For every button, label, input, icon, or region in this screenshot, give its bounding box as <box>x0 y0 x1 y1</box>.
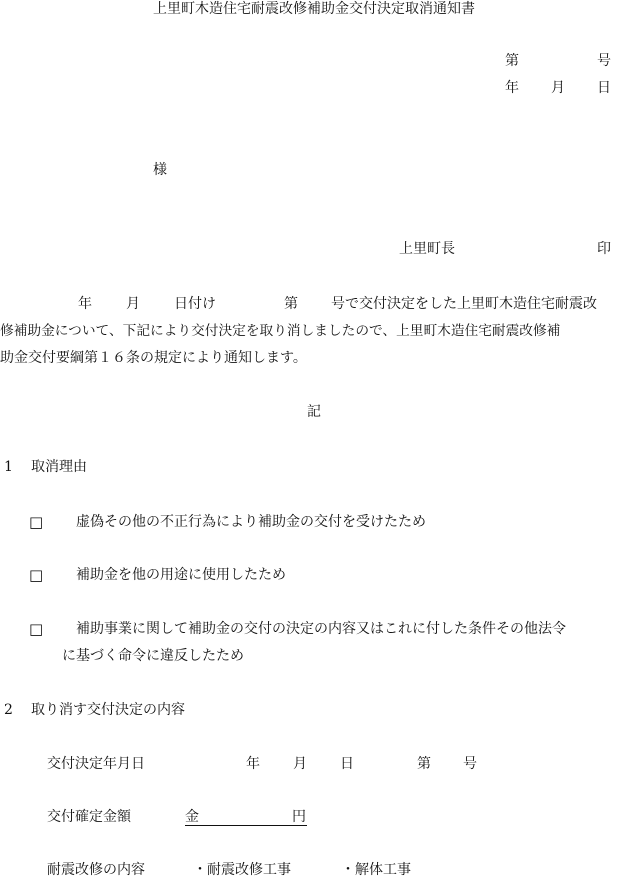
reason3-continuation: に基づく命令に違反したため <box>62 648 244 664</box>
amount-prefix: 金 <box>185 809 199 825</box>
header-date-year: 年 <box>505 80 519 96</box>
document-title: 上里町木造住宅耐震改修補助金交付決定取消通知書 <box>153 1 475 17</box>
header-number-prefix: 第 <box>505 53 519 69</box>
reason3-checkbox[interactable]: □ <box>29 620 44 638</box>
addressee-suffix: 様 <box>153 162 167 178</box>
reason2-checkbox[interactable]: □ <box>29 566 44 584</box>
ki-heading: 記 <box>307 404 321 420</box>
section1-heading: 取消理由 <box>31 459 87 475</box>
amount-label: 交付確定金額 <box>47 809 131 825</box>
amount-suffix: 円 <box>292 809 306 825</box>
body-number-prefix: 第 <box>284 296 298 312</box>
body-line2: 修補助金について、下記により交付決定を取り消しましたので、上里町木造住宅耐震改修補 <box>0 323 561 339</box>
content-option-demolition[interactable]: ・解体工事 <box>341 862 411 878</box>
section2-heading: 取り消す交付決定の内容 <box>31 702 185 718</box>
content-option-retrofit[interactable]: ・耐震改修工事 <box>193 862 291 878</box>
seal-mark: 印 <box>597 241 611 257</box>
reason3-text: 補助事業に関して補助金の交付の決定の内容又はこれに付した条件その他法令 <box>76 621 566 637</box>
decision-date-label: 交付決定年月日 <box>47 756 145 772</box>
section1-number: 1 <box>4 459 13 475</box>
amount-field[interactable] <box>185 808 307 826</box>
decision-number-suffix: 号 <box>463 756 477 772</box>
header-date-month: 月 <box>551 80 565 96</box>
content-label: 耐震改修の内容 <box>47 862 145 878</box>
decision-number-prefix: 第 <box>417 756 431 772</box>
body-year: 年 <box>78 296 92 312</box>
decision-date-year: 年 <box>246 756 260 772</box>
decision-date-day: 日 <box>340 756 354 772</box>
body-month: 月 <box>126 296 140 312</box>
body-day-dated: 日付け <box>174 296 216 312</box>
body-line3: 助金交付要綱第１６条の規定により通知します。 <box>0 350 307 366</box>
section2-number: 2 <box>4 702 13 718</box>
reason2-text: 補助金を他の用途に使用したため <box>76 567 286 583</box>
header-date-day: 日 <box>597 80 611 96</box>
issuer-name: 上里町長 <box>399 241 455 257</box>
body-line1-rest: 号で交付決定をした上里町木造住宅耐震改 <box>331 296 597 312</box>
reason1-text: 虚偽その他の不正行為により補助金の交付を受けたため <box>76 514 426 530</box>
reason1-checkbox[interactable]: □ <box>29 513 44 531</box>
decision-date-month: 月 <box>293 756 307 772</box>
header-number-suffix: 号 <box>597 53 611 69</box>
